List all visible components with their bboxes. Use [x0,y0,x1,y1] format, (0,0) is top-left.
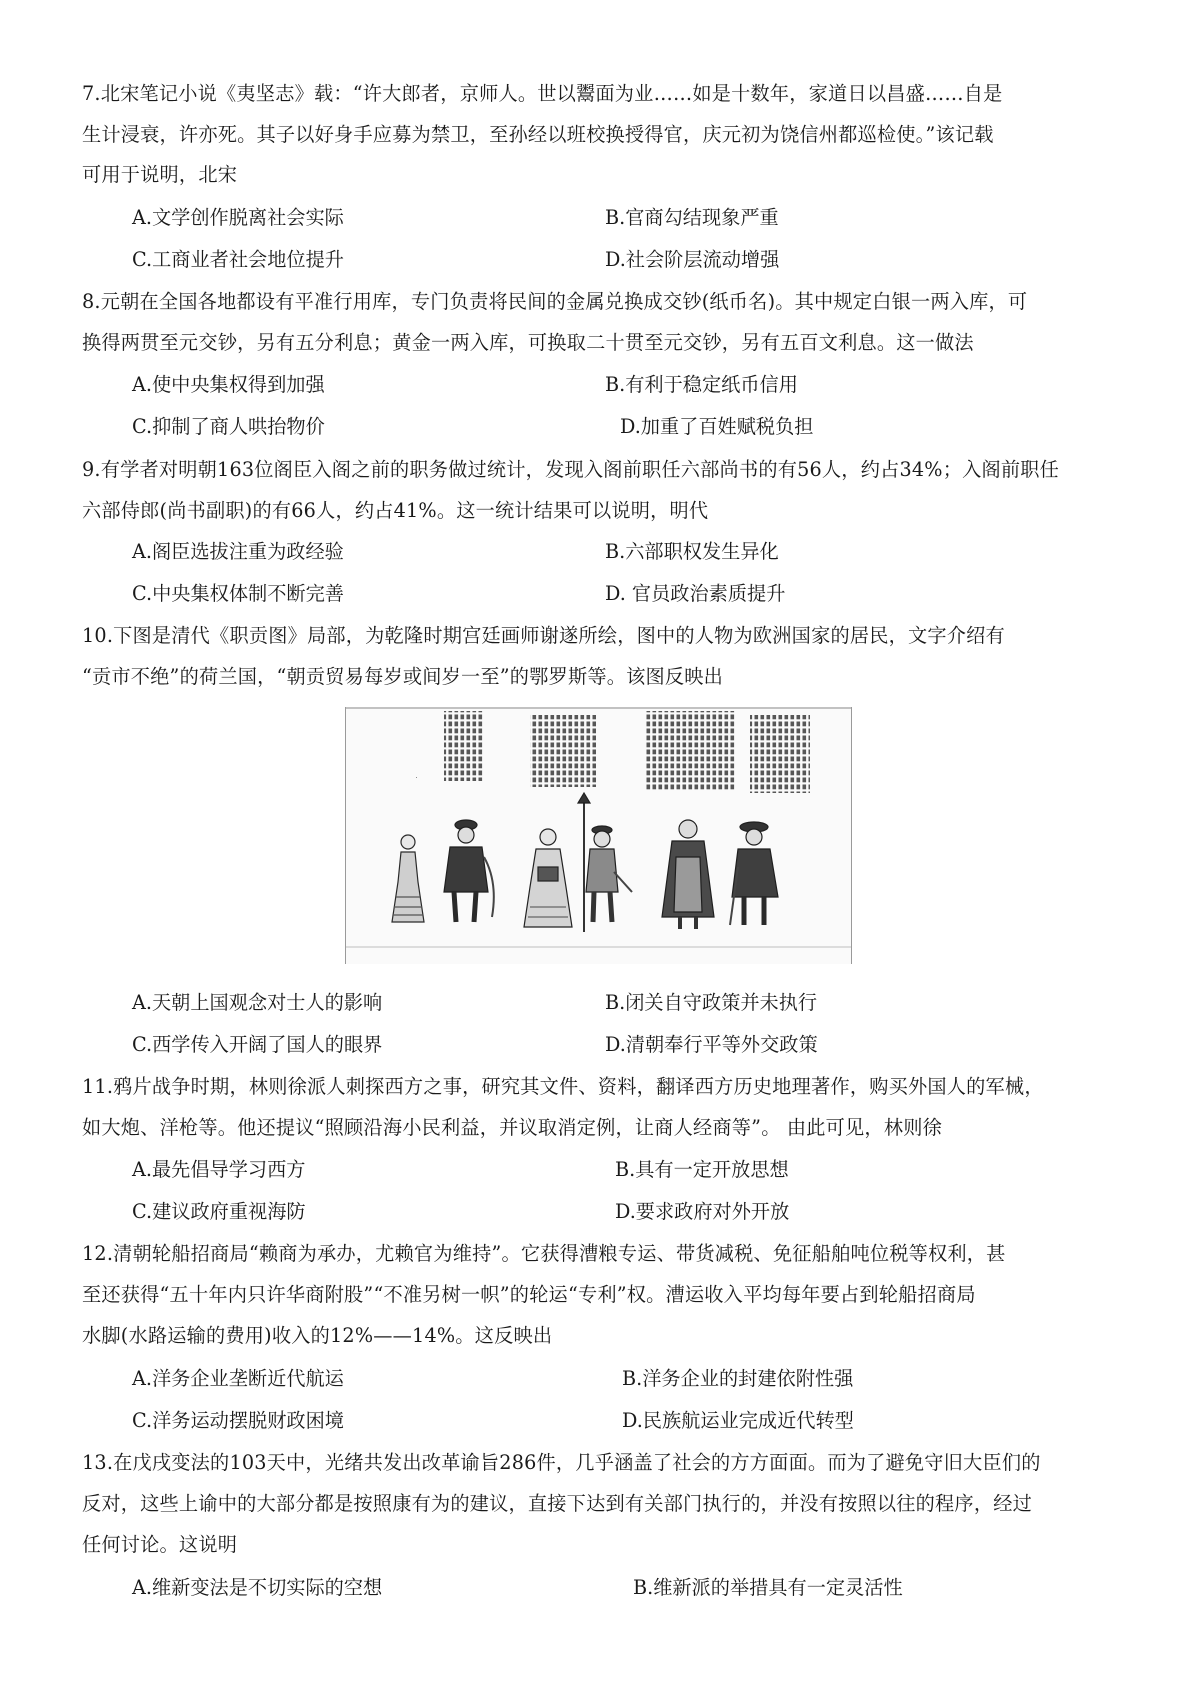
question-12-option-d: D.民族航运业完成近代转型 [622,1409,854,1432]
question-7-stem-line-1: 7.北宋笔记小说《夷坚志》载：“许大郎者，京师人。世以鬻面为业……如是十数年，家道日以昌盛……自是 [82,82,1003,105]
question-11-option-d: D.要求政府对外开放 [615,1200,790,1223]
question-13-stem-line-1: 13.在戊戌变法的103天中，光绪共发出改革谕旨286件，几乎涵盖了社会的方方面面。而为了避免守旧大臣们的 [82,1451,1041,1474]
question-8-stem-line-1: 8.元朝在全国各地都设有平准行用库，专门负责将民间的金属兑换成交钞(纸币名)。其中规定白银一两入库，可 [82,290,1028,313]
question-11-option-a: A.最先倡导学习西方 [132,1158,306,1181]
question-13-stem-line-3: 任何讨论。这说明 [82,1533,238,1556]
question-7-stem-line-2: 生计浸衰，许亦死。其子以好身手应募为禁卫，至孙经以班校换授得官，庆元初为饶信州都巡检使。”该记载 [82,123,994,146]
question-10-stem-line-1: 10.下图是清代《职贡图》局部，为乾隆时期宫廷画师谢遂所绘，图中的人物为欧洲国家的居民，文字介绍有 [82,624,1005,647]
question-12-stem-line-3: 水脚(水路运输的费用)收入的12%——14%。这反映出 [82,1324,553,1347]
question-7-option-d: D.社会阶层流动增强 [605,248,780,271]
question-11-stem-line-2: 如大炮、洋枪等。他还提议“照顾沿海小民利益，并议取消定例，让商人经商等”。 由此可见，林则徐 [82,1116,942,1139]
question-9-option-a: A.阁臣选拔注重为政经验 [132,540,344,563]
question-7-option-c: C.工商业者社会地位提升 [132,248,344,271]
question-10-option-a: A.天朝上国观念对士人的影响 [132,991,383,1014]
question-13-option-b: B.维新派的举措具有一定灵活性 [633,1576,903,1599]
question-8-option-a: A.使中央集权得到加强 [132,373,325,396]
question-11-option-b: B.具有一定开放思想 [615,1158,789,1181]
question-7-option-a: A.文学创作脱离社会实际 [132,206,344,229]
question-10-option-c: C.西学传入开阔了国人的眼界 [132,1033,383,1056]
question-13-option-a: A.维新变法是不切实际的空想 [132,1576,383,1599]
question-12-option-b: B.洋务企业的封建依附性强 [622,1367,854,1390]
question-8-stem-line-2: 换得两贯至元交钞，另有五分利息；黄金一两入库，可换取二十贯至元交钞，另有五百文利息。这一做法 [82,331,974,354]
question-10-option-b: B.闭关自守政策并未执行 [605,991,818,1014]
question-12-stem-line-1: 12.清朝轮船招商局“赖商为承办，尤赖官为维持”。它获得漕粮专运、带货减税、免征船舶吨位税等权利，甚 [82,1242,1006,1265]
question-11-option-c: C.建议政府重视海防 [132,1200,306,1223]
question-13-stem-line-2: 反对，这些上谕中的大部分都是按照康有为的建议，直接下达到有关部门执行的，并没有按照以往的程序，经过 [82,1492,1032,1515]
question-7-option-b: B.官商勾结现象严重 [605,206,779,229]
question-8-option-b: B.有利于稳定纸币信用 [605,373,798,396]
painting-illustration [346,707,851,964]
question-12-stem-line-2: 至还获得“五十年内只许华商附股”“不准另树一帜”的轮运“专利”权。漕运收入平均每年要占到轮船招商局 [82,1283,976,1306]
question-8-option-c: C.抑制了商人哄抬物价 [132,415,325,438]
question-9-stem-line-1: 9.有学者对明朝163位阁臣入阁之前的职务做过统计，发现入阁前职任六部尚书的有56人，约占34%；入阁前职任 [82,458,1060,481]
question-7-stem-line-3: 可用于说明，北宋 [82,163,238,186]
question-9-option-c: C.中央集权体制不断完善 [132,582,344,605]
question-10-option-d: D.清朝奉行平等外交政策 [605,1033,818,1056]
zhigong-painting-image [345,707,852,964]
question-8-option-d: D.加重了百姓赋税负担 [620,415,814,438]
question-12-option-c: C.洋务运动摆脱财政困境 [132,1409,344,1432]
question-10-stem-line-2: “贡市不绝”的荷兰国，“朝贡贸易每岁或间岁一至”的鄂罗斯等。该图反映出 [82,665,724,688]
question-12-option-a: A.洋务企业垄断近代航运 [132,1367,344,1390]
question-9-option-d: D. 官员政治素质提升 [605,582,786,605]
question-11-stem-line-1: 11.鸦片战争时期，林则徐派人刺探西方之事，研究其文件、资料，翻译西方历史地理著作，购买外国人的军械， [82,1075,1044,1098]
question-9-option-b: B.六部职权发生异化 [605,540,779,563]
question-9-stem-line-2: 六部侍郎(尚书副职)的有66人，约占41%。这一统计结果可以说明，明代 [82,499,709,522]
